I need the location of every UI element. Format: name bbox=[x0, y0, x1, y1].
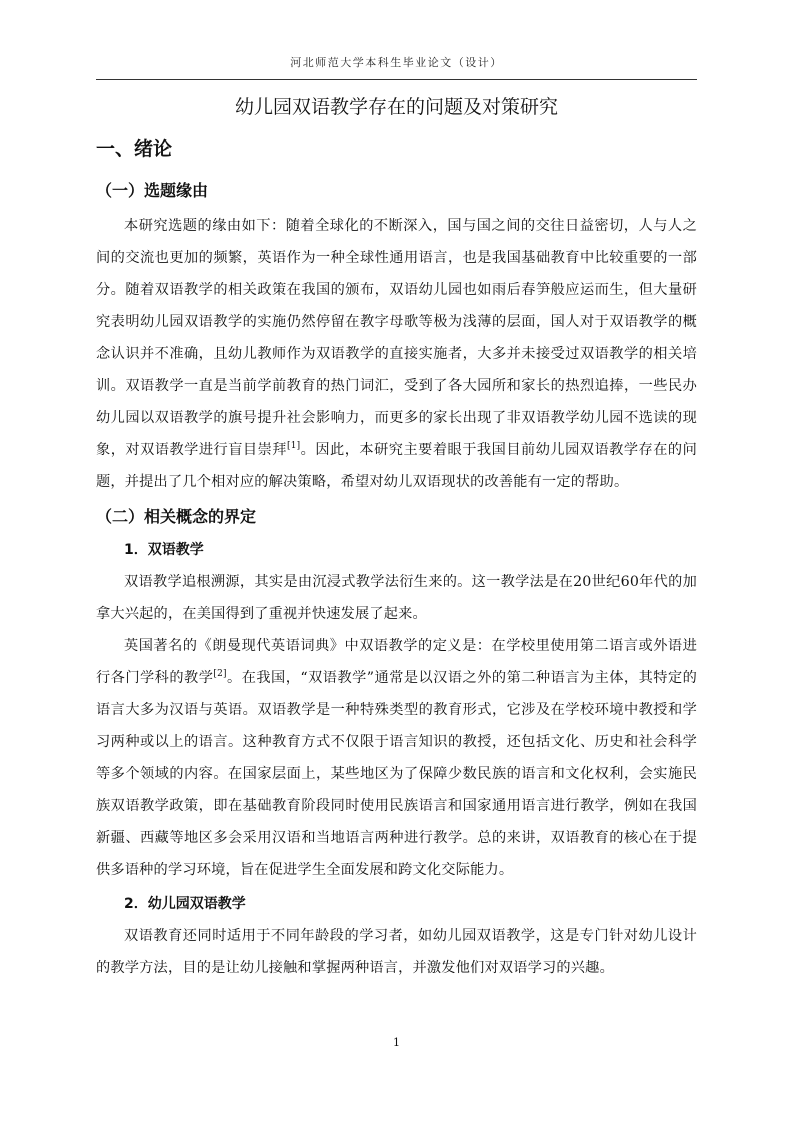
citation-2: [2] bbox=[213, 669, 227, 679]
item-heading-kindergarten-bilingual: 2．幼儿园双语教学 bbox=[124, 896, 246, 912]
section-heading-introduction: 一、绪论 bbox=[96, 138, 173, 160]
citation-1: [1] bbox=[286, 441, 301, 451]
page-number: 1 bbox=[393, 1036, 400, 1049]
subsection-heading-topic-origin: （一）选题缘由 bbox=[96, 181, 209, 200]
paragraph-text: 英国著名的《朗曼现代英语词典》中双语教学的定义是：在学校里使用第二语言或外语进行各门学科的教学 bbox=[96, 638, 697, 686]
paper-title: 幼儿园双语教学存在的问题及对策研究 bbox=[234, 96, 558, 118]
subsection-heading-concepts: （二）相关概念的界定 bbox=[96, 507, 257, 526]
paragraph-text: 本研究选题的缘由如下：随着全球化的不断深入，国与国之间的交往日益密切，人与人之间的交流也更加的频繁，英语作为一种全球性通用语言，也是我国基础教育中比较重要的一部分。随着双语教学的相关政策在我国的颁布，双语幼儿园也如雨后春笋般应运而生，但大量研究表明幼儿园双语教学的实施仍然停留在教字母歌等极为浅薄的层面，国人对于双语教学的概念认识并不准确，且幼儿教师作为双语教学的直接实施者，大多并未接受过双语教学的相关培训。双语教学一直是当前学前教育的热门词汇，受到了各大园所和家长的热烈追捧，一些民办幼儿园以双语教学的旗号提升社会影响力，而更多的家长出现了非双语教学幼儿园不选读的现象，对双语教学进行盲目崇拜 bbox=[96, 218, 697, 458]
paragraph-bilingual-definition bbox=[96, 630, 697, 886]
header-rule bbox=[96, 79, 697, 80]
running-header: 河北师范大学本科生毕业论文（设计） bbox=[290, 56, 503, 69]
paragraph-topic-origin bbox=[96, 210, 697, 498]
paragraph-text: 。在我国，“双语教学”通常是以汉语之外的第二种语言为主体，其特定的语言大多为汉语与英语。双语教学是一种特殊类型的教育形式，它涉及在学校环境中教授和学习两种或以上的语言。这种教育方式不仅限于语言知识的教授，还包括文化、历史和社会科学等多个领域的内容。在国家层面上，某些地区为了保障少数民族的语言和文化权利，会实施民族双语教学政策，即在基础教育阶段同时使用民族语言和国家通用语言进行教学，例如在我国新疆、西藏等地区多会采用汉语和当地语言两种进行教学。总的来讲，双语教育的核心在于提供多语种的学习环境，旨在促进学生全面发展和跨文化交际能力。 bbox=[96, 670, 697, 878]
paragraph-bilingual-origin: 双语教学追根溯源，其实是由沉浸式教学法衍生来的。这一教学法是在20世纪60年代的加拿大兴起的，在美国得到了重视并快速发展了起来。 bbox=[96, 574, 697, 622]
paragraph-kindergarten-bilingual: 双语教育还同时适用于不同年龄段的学习者，如幼儿园双语教学，这是专门针对幼儿设计的教学方法，目的是让幼儿接触和掌握两种语言，并激发他们对双语学习的兴趣。 bbox=[96, 928, 697, 976]
paragraph-text: 。因此，本研究主要着眼于我国目前幼儿园双语教学存在的问题，并提出了几个相对应的解决策略，希望对幼儿双语现状的改善能有一定的帮助。 bbox=[96, 442, 697, 490]
item-heading-bilingual-teaching: 1．双语教学 bbox=[124, 542, 204, 558]
page-content bbox=[96, 92, 697, 984]
